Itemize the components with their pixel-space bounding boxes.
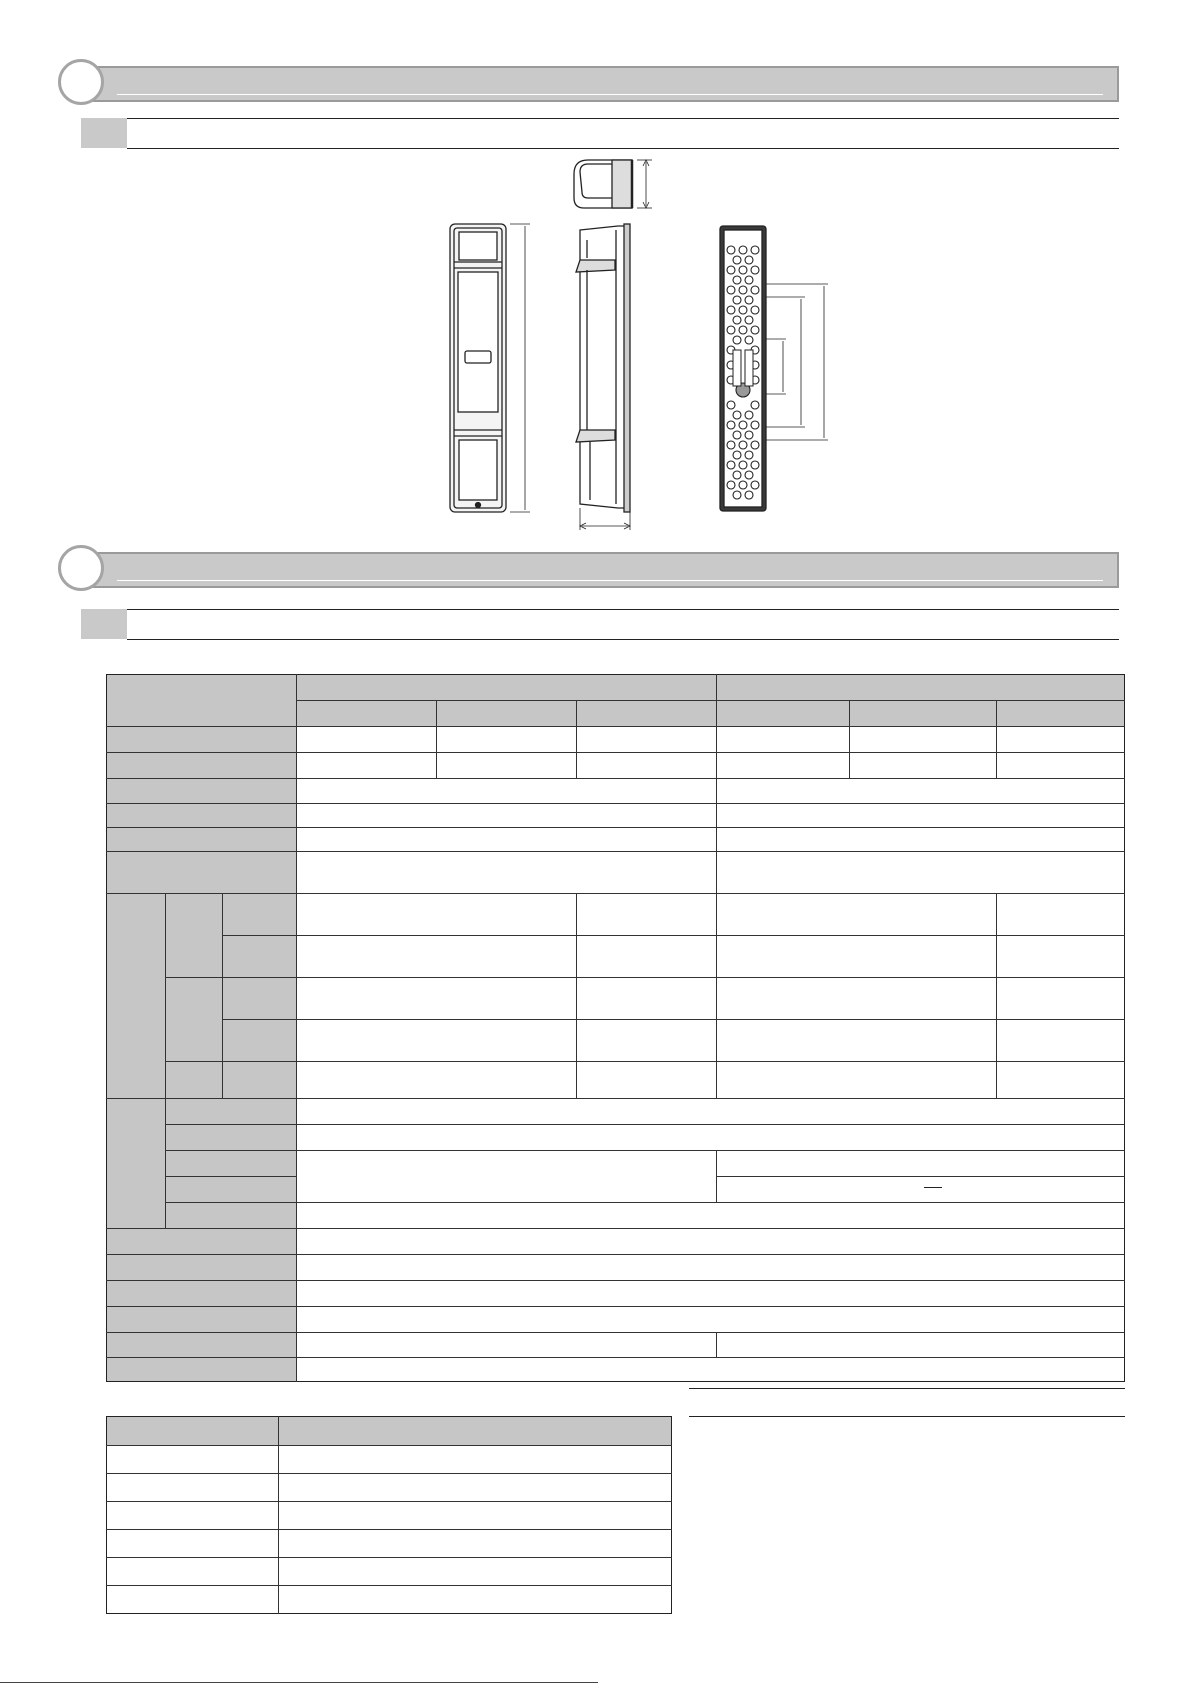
section-header-underline [117, 94, 1103, 95]
table-rule [106, 778, 1125, 779]
table-rule [165, 893, 166, 1098]
table-rule [576, 893, 577, 1098]
subsection-rule-top-1 [127, 118, 1119, 119]
subsection-rule-bottom-2 [127, 639, 1119, 640]
dimension-drawing [430, 150, 880, 540]
table-rule [106, 1357, 1125, 1358]
table-rule [106, 1585, 672, 1586]
table-rule [106, 1557, 672, 1558]
table-rule [716, 1176, 1125, 1177]
subsection-tag-box-2 [81, 609, 127, 639]
table-rule [106, 726, 1125, 727]
table-rule [165, 1061, 1125, 1062]
top-view [574, 160, 652, 208]
table-rule [849, 700, 850, 778]
section-number-circle-2 [58, 545, 104, 591]
table-rule [716, 1332, 717, 1357]
table-rule [106, 1280, 1125, 1281]
table-rule [106, 1445, 672, 1446]
table-rule [222, 935, 1125, 936]
table-rule [106, 1473, 672, 1474]
table-rule [716, 1150, 717, 1202]
table-rule [106, 1529, 672, 1530]
table-rule [106, 893, 1125, 894]
front-view [450, 224, 530, 512]
table-rule [106, 1228, 1125, 1229]
table-rule [296, 700, 1125, 701]
table-rule [106, 1098, 1125, 1099]
footnote-rule-bottom [689, 1416, 1125, 1417]
table-rule [106, 803, 1125, 804]
table-rule [716, 851, 717, 1098]
subsection-tag-box-1 [81, 118, 127, 148]
table-rule [165, 1098, 166, 1228]
table-rule [296, 674, 297, 1382]
table-rule [165, 1176, 296, 1177]
page-footer-rule [0, 1682, 598, 1683]
section-number-circle-1 [58, 59, 104, 105]
table-rule [165, 1150, 1125, 1151]
table-rule [106, 1332, 1125, 1333]
table-rule [106, 1254, 1125, 1255]
table-rule [106, 1306, 1125, 1307]
table-rule [106, 1501, 672, 1502]
table-rule [222, 1019, 1125, 1020]
table-rule [165, 1202, 1125, 1203]
table-rule [106, 827, 1125, 828]
table-rule [222, 893, 223, 1098]
section-header-bar-1 [85, 66, 1119, 102]
table-rule [106, 752, 1125, 753]
table-rule [165, 977, 1125, 978]
side-view [576, 224, 630, 530]
table-rule [716, 674, 717, 852]
table-rule [106, 851, 1125, 852]
back-view [720, 226, 828, 511]
section-header-underline [117, 580, 1103, 581]
table-rule [996, 893, 997, 1098]
footnote-rule-top [689, 1388, 1125, 1389]
subsection-rule-top-2 [127, 609, 1119, 610]
overline-mark [924, 1187, 942, 1188]
table-rule [576, 700, 577, 778]
subsection-rule-bottom-1 [127, 148, 1119, 149]
spec-table-frame [106, 674, 1125, 1382]
section-header-bar-2 [85, 552, 1119, 588]
table-rule [165, 1124, 1125, 1125]
table-rule [436, 700, 437, 778]
table-rule [996, 700, 997, 778]
